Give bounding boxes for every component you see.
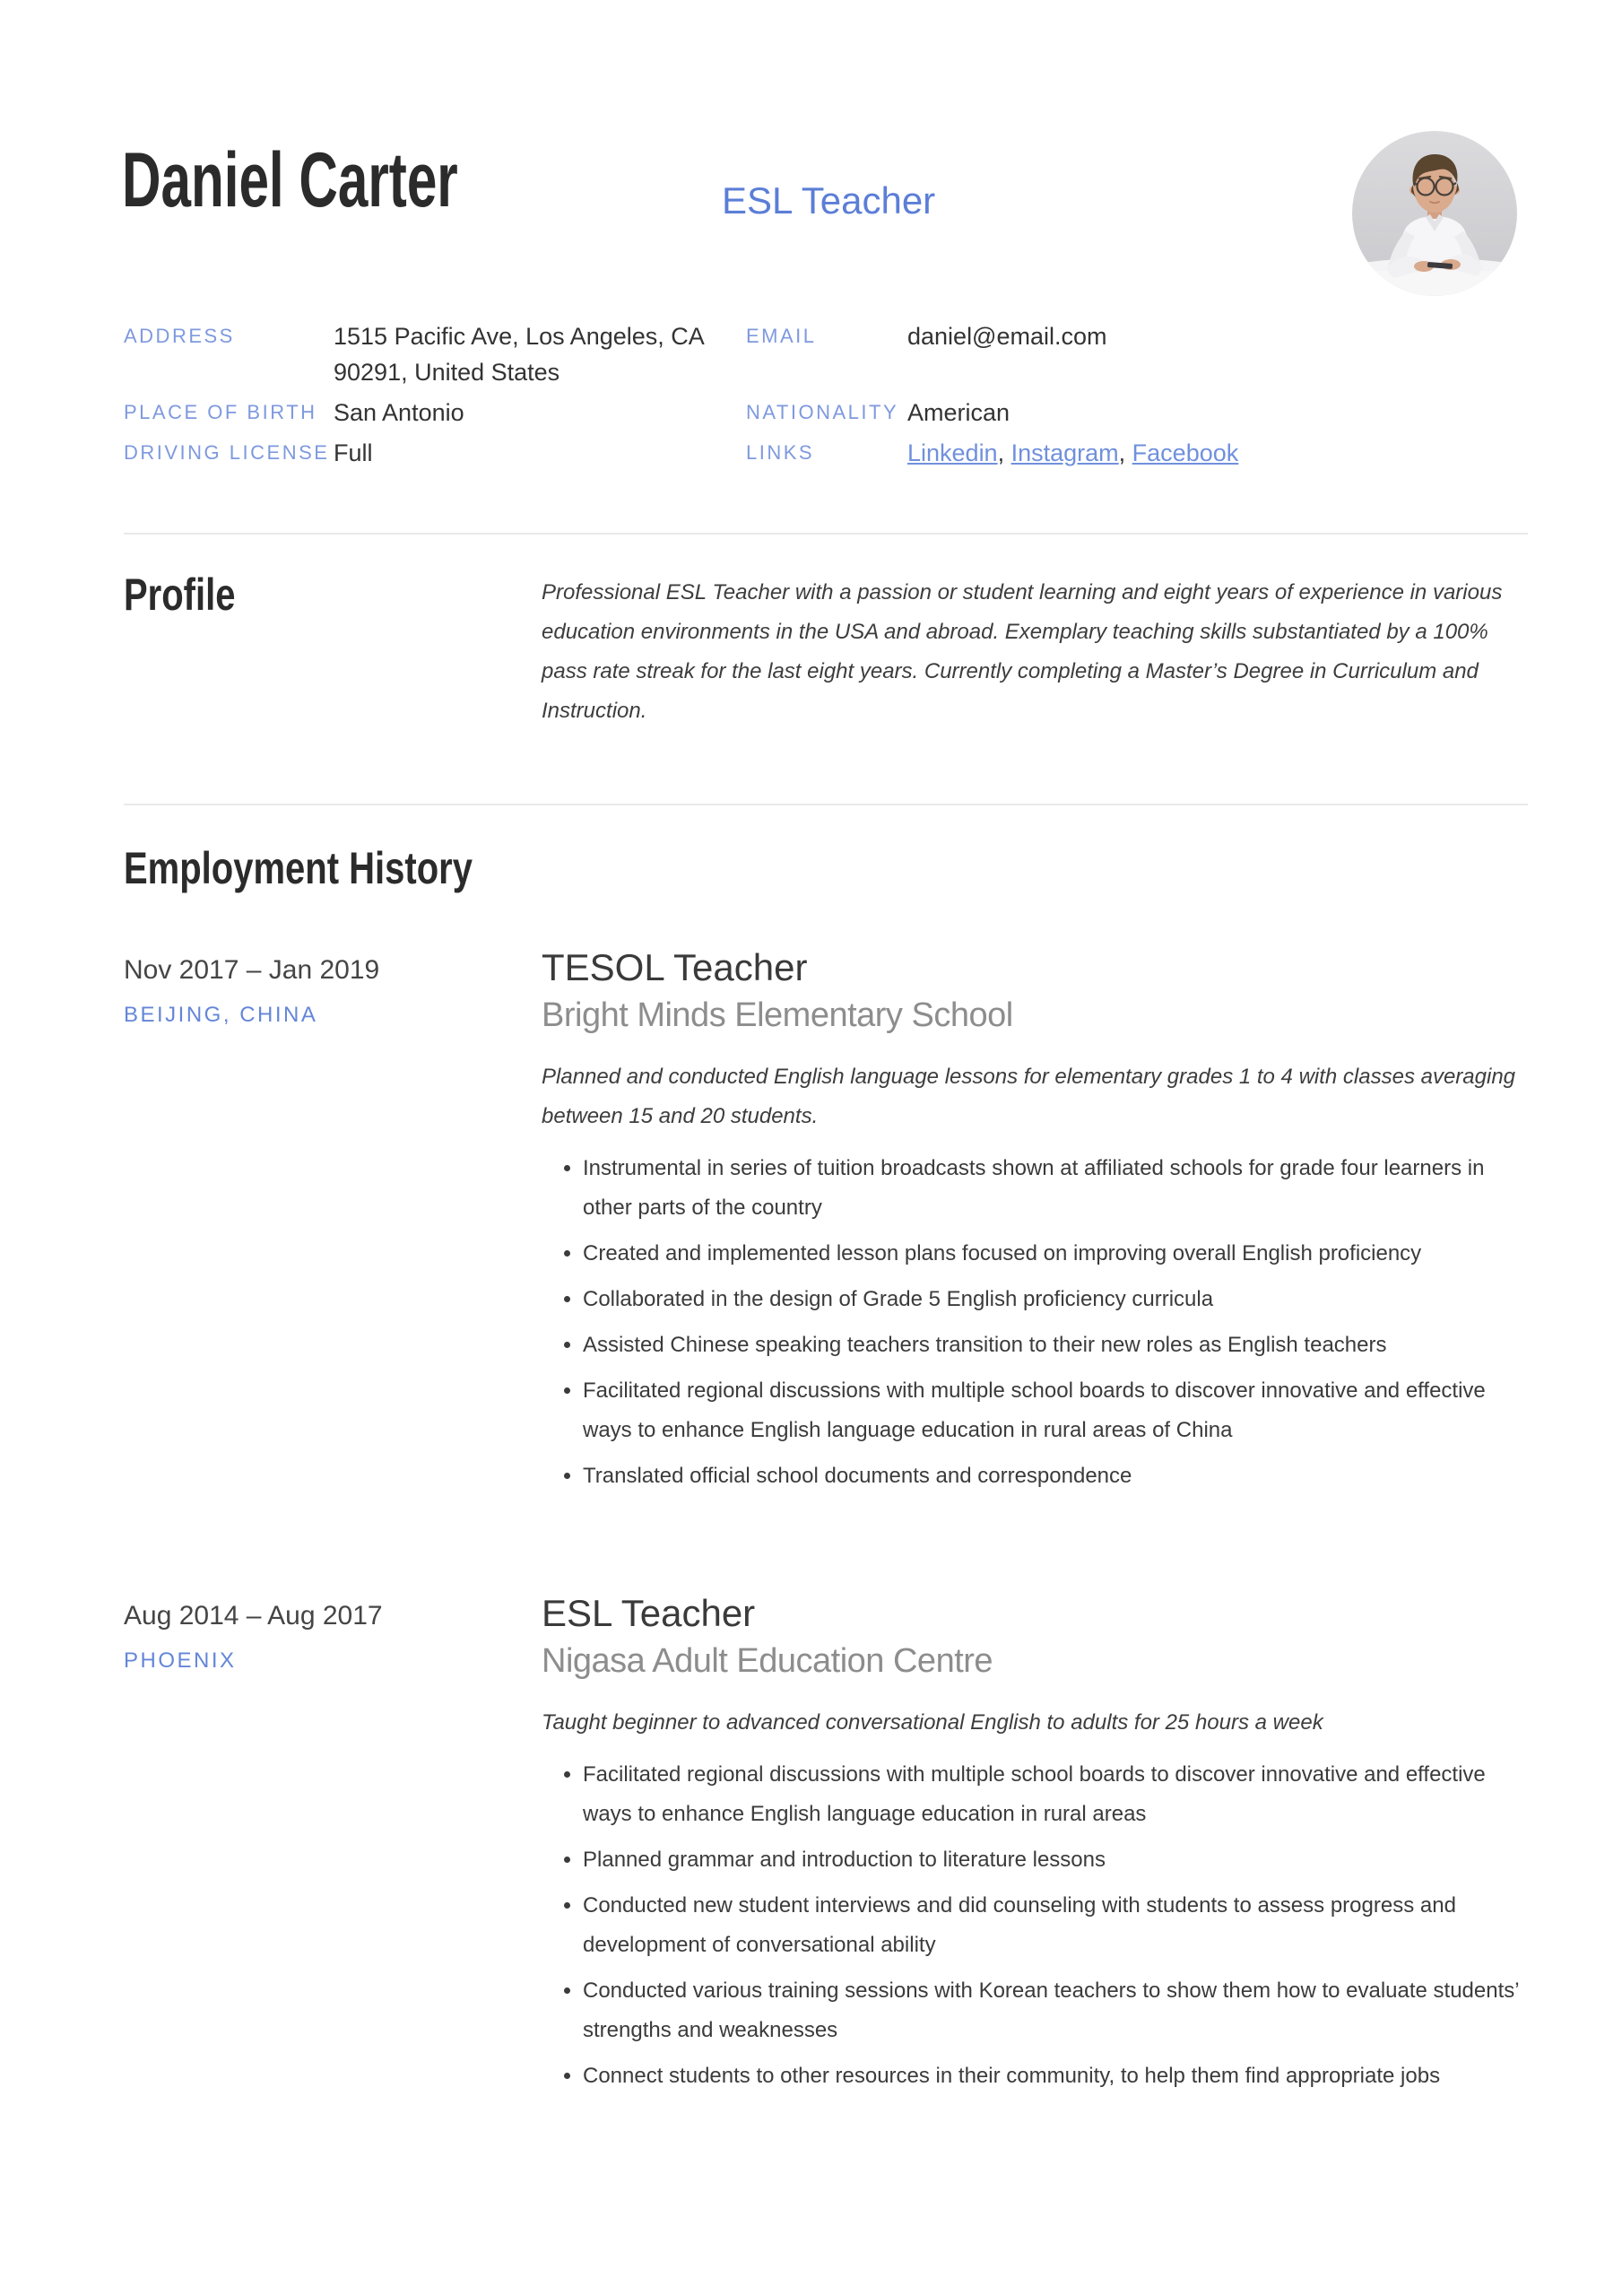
section-divider: [124, 804, 1528, 805]
entry-meta: [124, 944, 542, 1496]
entry-company: Nigasa Adult Education Centre: [542, 1642, 993, 1680]
bullet-item: • Conducted various training sessions with Korean teachers to show them how to evaluate students’ strengths and weaknesses: [583, 1971, 1528, 2050]
profile-heading-text: Profile: [124, 570, 236, 620]
facebook-link[interactable]: Facebook: [1132, 439, 1239, 466]
entry-meta: [124, 1590, 542, 2096]
profile-photo: [1352, 131, 1517, 296]
entry-dates: Aug 2014 – Aug 2017: [124, 1601, 383, 1631]
employment-entry: [124, 1590, 1528, 2096]
profile-text: Professional ESL Teacher with a passion or student learning and eight years of experience in various education environments in the USA and abroad. Exemplary teaching skills substantiated by a 100% pass rate streak for the last eight years. Currently completing a Master’s Degree in Curriculum and Instruction.: [542, 580, 1503, 723]
bullet-item: • Facilitated regional discussions with multiple school boards to discover innovative and effective ways to enhance English language education in rural areas of China: [583, 1371, 1528, 1450]
contact-details: [124, 318, 1528, 471]
email-label: EMAIL: [746, 325, 817, 347]
entry-location: PHOENIX: [124, 1648, 237, 1673]
bullet-item: • Translated official school documents and correspondence: [583, 1457, 1528, 1496]
bullet-item: • Facilitated regional discussions with multiple school boards to discover innovative and effective ways to enhance English language education in rural areas: [583, 1755, 1528, 1834]
bullet-item: • Planned grammar and introduction to literature lessons: [583, 1840, 1528, 1880]
entry-company: Bright Minds Elementary School: [542, 996, 1013, 1034]
nationality-value: American: [907, 399, 1010, 426]
person-name: [122, 137, 602, 223]
links-label: LINKS: [746, 441, 815, 464]
employment-heading: [124, 841, 1528, 895]
entry-job-title: TESOL Teacher: [542, 946, 808, 988]
job-title: ESL Teacher: [722, 179, 936, 222]
links-value: [907, 435, 1528, 471]
entry-summary: Planned and conducted English language lessons for elementary grades 1 to 4 with classes averaging between 15 and 20 students.: [542, 1065, 1516, 1128]
employment-section: [124, 841, 1528, 2096]
person-name-text: Daniel Carter: [122, 137, 458, 223]
bullet-item: • Created and implemented lesson plans focused on improving overall English proficiency: [583, 1234, 1528, 1274]
address-value: 1515 Pacific Ave, Los Angeles, CA 90291, United States: [334, 323, 704, 386]
section-divider: [124, 533, 1528, 535]
entry-body: [542, 1590, 1528, 2096]
header: [0, 0, 1622, 318]
instagram-link[interactable]: Instagram: [1010, 439, 1119, 466]
profile-heading: [124, 568, 542, 731]
email-value: daniel@email.com: [907, 323, 1107, 350]
entry-location: BEIJING, CHINA: [124, 1003, 318, 1027]
entry-dates: Nov 2017 – Jan 2019: [124, 955, 380, 985]
place-of-birth-value: San Antonio: [334, 399, 464, 426]
link-separator: ,: [997, 439, 1011, 466]
employment-entry: [124, 944, 1528, 1496]
linkedin-link[interactable]: Linkedin: [907, 439, 998, 466]
link-separator: ,: [1118, 439, 1132, 466]
entry-job-title: ESL Teacher: [542, 1592, 756, 1634]
profile-photo-illustration: [1352, 131, 1517, 296]
entry-bullet-list: [542, 1149, 1528, 1496]
place-of-birth-label: PLACE OF BIRTH: [124, 401, 317, 423]
driving-license-value: Full: [334, 439, 373, 466]
bullet-item: • Conducted new student interviews and did counseling with students to assess progress and development of conversational ability: [583, 1886, 1528, 1965]
bullet-item: • Instrumental in series of tuition broadcasts shown at affiliated schools for grade four learners in other parts of the country: [583, 1149, 1528, 1228]
profile-section: [124, 568, 1528, 731]
address-label: ADDRESS: [124, 325, 235, 347]
bullet-item: • Assisted Chinese speaking teachers transition to their new roles as English teachers: [583, 1326, 1528, 1365]
entry-body: [542, 944, 1528, 1496]
nationality-label: NATIONALITY: [746, 401, 899, 423]
entry-summary: Taught beginner to advanced conversational English to adults for 25 hours a week: [542, 1710, 1323, 1735]
bullet-item: • Connect students to other resources in their community, to help them find appropriate jobs: [583, 2057, 1528, 2096]
entry-bullet-list: [542, 1755, 1528, 2096]
driving-license-label: DRIVING LICENSE: [124, 441, 330, 464]
employment-heading-text: Employment History: [124, 843, 473, 893]
bullet-item: • Collaborated in the design of Grade 5 English proficiency curricula: [583, 1280, 1528, 1319]
